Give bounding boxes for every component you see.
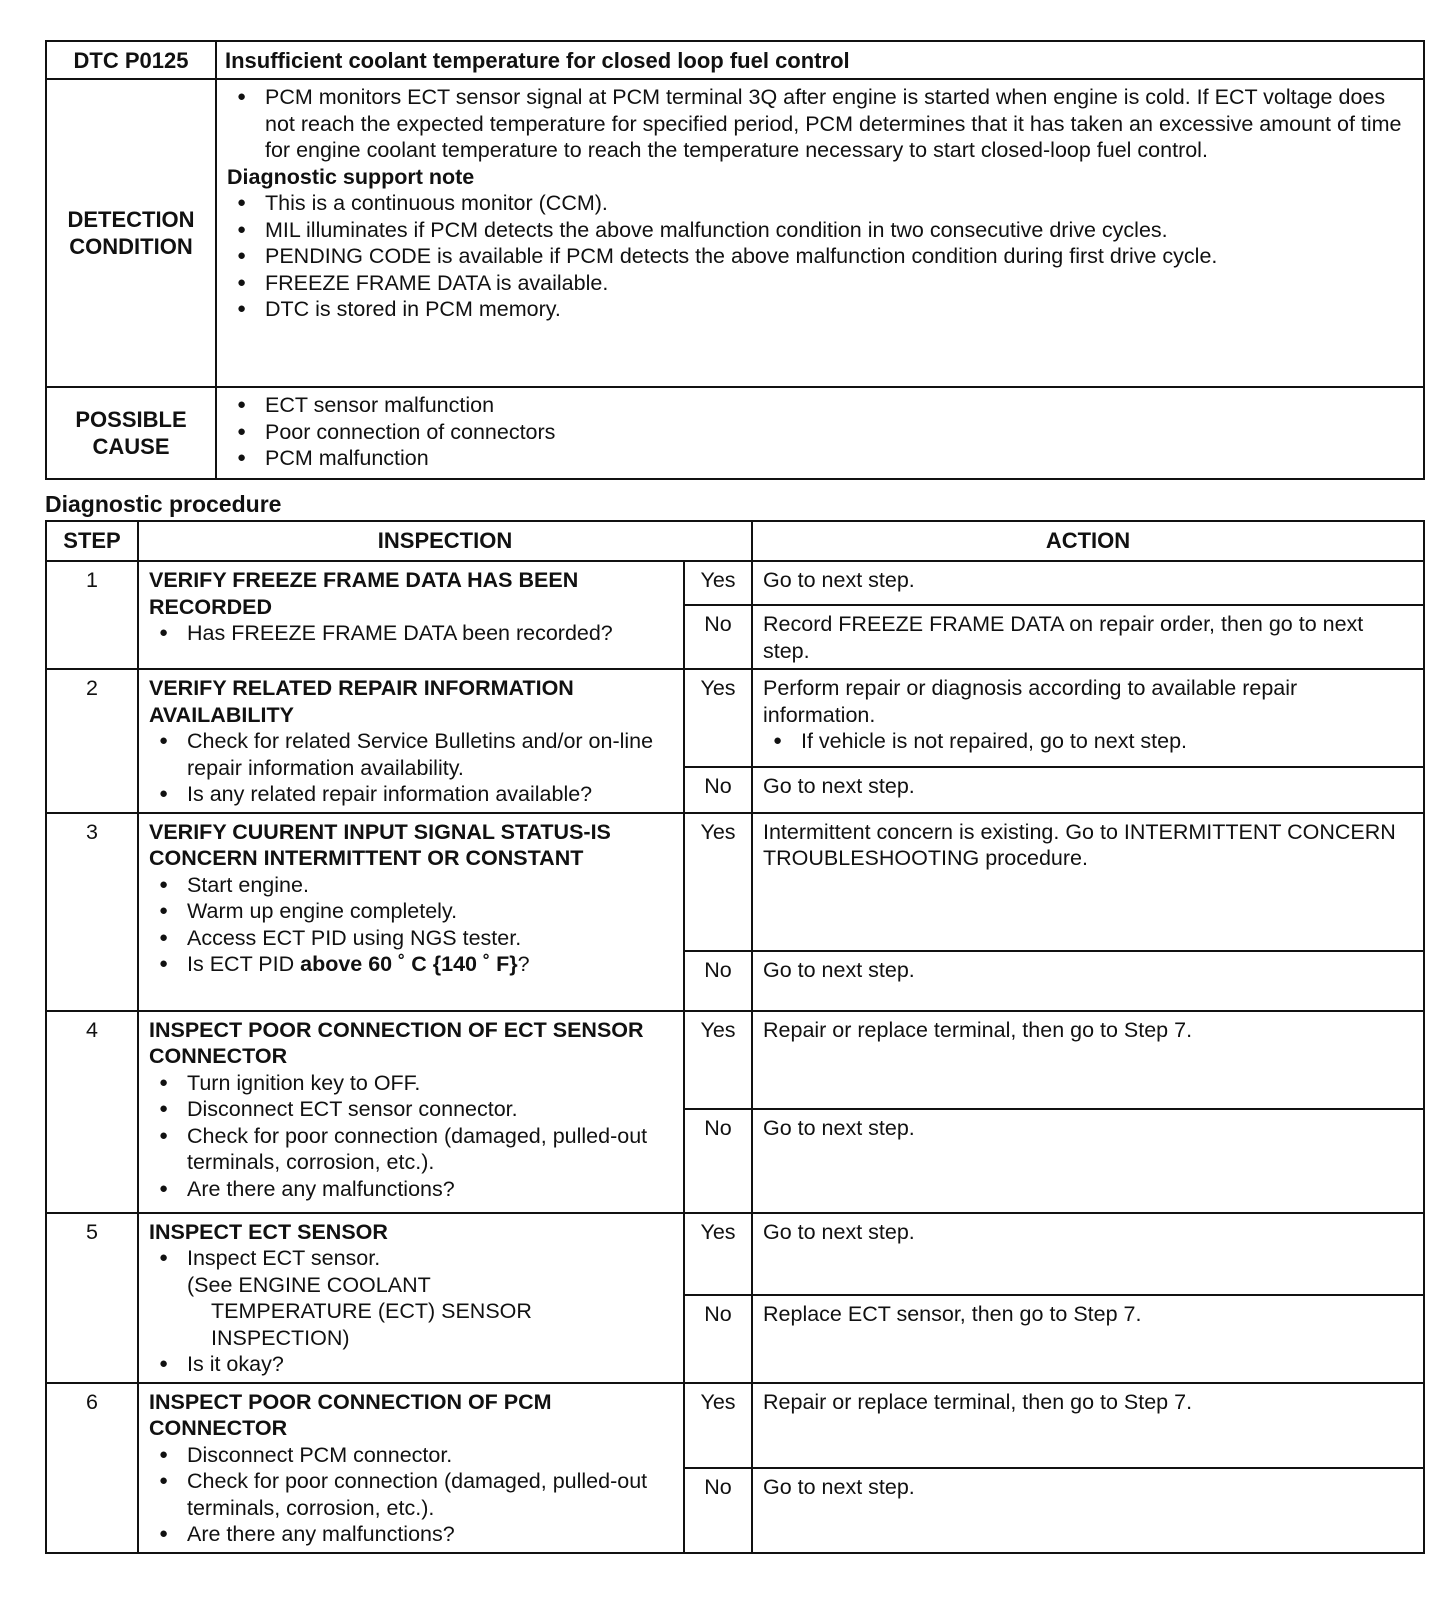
step-heading: INSPECT POOR CONNECTION OF PCM CONNECTOR — [149, 1389, 552, 1440]
step-inspection — [138, 561, 684, 669]
step-item: ● Is any related repair information available? — [149, 781, 675, 808]
step-item: ● Has FREEZE FRAME DATA been recorded? — [149, 620, 675, 647]
step-number: 6 — [46, 1383, 138, 1553]
step-item-list — [149, 728, 675, 808]
yes-action: Repair or replace terminal, then go to Step 7. — [752, 1383, 1424, 1468]
no-action: Replace ECT sensor, then go to Step 7. — [752, 1295, 1424, 1383]
step-item — [149, 951, 675, 978]
yes-action-text: Perform repair or diagnosis according to available repair information. — [763, 676, 1298, 727]
diagnostic-procedure-title: Diagnostic procedure — [45, 491, 282, 517]
step-item-threshold: above 60 ˚ C {140 ˚ F} — [300, 952, 518, 976]
step-item: ● Warm up engine completely. — [149, 898, 675, 925]
step-item: ● Check for poor connection (damaged, pulled-out terminals, corrosion, etc.). — [149, 1123, 675, 1176]
step-inspection — [138, 1383, 684, 1553]
step-number: 4 — [46, 1011, 138, 1213]
see-reference-line1: (See ENGINE COOLANT — [187, 1272, 431, 1297]
step-inspection — [138, 669, 684, 813]
dtc-title: Insufficient coolant temperature for closed loop fuel control — [216, 41, 1424, 79]
possible-cause-content — [216, 387, 1424, 479]
yes-action: Intermittent concern is existing. Go to INTERMITTENT CONCERN TROUBLESHOOTING procedure. — [752, 813, 1424, 951]
step-row — [46, 1011, 1424, 1109]
step-row — [46, 669, 1424, 767]
step-number: 1 — [46, 561, 138, 669]
yes-action — [752, 669, 1424, 767]
step-inspection — [138, 1011, 684, 1213]
see-reference-line2: TEMPERATURE (ECT) SENSOR — [211, 1299, 532, 1323]
step-item: ● Are there any malfunctions? — [149, 1521, 675, 1548]
yes-action-subitem: ● If vehicle is not repaired, go to next step. — [763, 728, 1415, 755]
step-item-list — [149, 1442, 675, 1548]
yes-label: Yes — [684, 813, 752, 951]
yes-action: Repair or replace terminal, then go to Step 7. — [752, 1011, 1424, 1109]
no-action: Go to next step. — [752, 767, 1424, 812]
procedure-header-row — [46, 521, 1424, 561]
step-heading: VERIFY FREEZE FRAME DATA HAS BEEN RECORDED — [149, 568, 579, 619]
support-note-list — [227, 190, 1415, 323]
step-heading: VERIFY CUURENT INPUT SIGNAL STATUS-IS CONCERN INTERMITTENT OR CONSTANT — [149, 819, 611, 870]
detection-condition-label — [46, 79, 216, 387]
step-item: ● Disconnect ECT sensor connector. — [149, 1096, 675, 1123]
detection-label-line2: CONDITION — [69, 234, 193, 259]
step-number: 3 — [46, 813, 138, 1011]
detection-main-item: ● PCM monitors ECT sensor signal at PCM terminal 3Q after engine is started when engine is cold. If ECT voltage does not reach the expected temperature for specified period, PCM determines that it has taken an excessive amount of time for engine coolant temperature to reach the temperature necessary to start closed-loop fuel control. — [227, 84, 1415, 164]
support-note-item: ● MIL illuminates if PCM detects the above malfunction condition in two consecutive drive cycles. — [227, 217, 1415, 244]
yes-label: Yes — [684, 1383, 752, 1468]
step-item: ● Check for poor connection (damaged, pulled-out terminals, corrosion, etc.). — [149, 1468, 675, 1521]
no-label: No — [684, 767, 752, 812]
detection-main-list — [227, 84, 1415, 164]
step-item-list — [149, 1351, 675, 1378]
step-item-list — [149, 620, 675, 647]
no-action: Record FREEZE FRAME DATA on repair order, then go to next step. — [752, 605, 1424, 669]
step-heading: INSPECT ECT SENSOR — [149, 1219, 388, 1244]
yes-action: Go to next step. — [752, 1213, 1424, 1295]
step-item-list — [149, 1245, 675, 1272]
cause-item: ● Poor connection of connectors — [227, 419, 1415, 446]
step-item: ● Start engine. — [149, 872, 675, 899]
cause-label-line2: CAUSE — [92, 434, 170, 459]
step-number: 5 — [46, 1213, 138, 1383]
yes-label: Yes — [684, 1011, 752, 1109]
see-reference-line3: INSPECTION) — [211, 1325, 350, 1350]
no-action: Go to next step. — [752, 951, 1424, 1011]
step-item: ● Disconnect PCM connector. — [149, 1442, 675, 1469]
yes-action: Go to next step. — [752, 561, 1424, 605]
no-action: Go to next step. — [752, 1109, 1424, 1213]
no-label: No — [684, 1109, 752, 1213]
dtc-title-row — [46, 41, 1424, 79]
cause-item: ● PCM malfunction — [227, 445, 1415, 472]
step-item: ● Turn ignition key to OFF. — [149, 1070, 675, 1097]
support-note-item: ● DTC is stored in PCM memory. — [227, 296, 1415, 323]
step-item: ● Access ECT PID using NGS tester. — [149, 925, 675, 952]
step-item: ● Inspect ECT sensor. — [149, 1245, 675, 1272]
step-number: 2 — [46, 669, 138, 813]
step-row — [46, 1383, 1424, 1468]
step-row — [46, 561, 1424, 605]
step-row — [46, 813, 1424, 951]
step-item: ● Is it okay? — [149, 1351, 675, 1378]
header-action: ACTION — [752, 521, 1424, 561]
support-note-item: ● PENDING CODE is available if PCM detects the above malfunction condition during first drive cycle. — [227, 243, 1415, 270]
detection-condition-content — [216, 79, 1424, 387]
yes-label: Yes — [684, 1213, 752, 1295]
step-heading: VERIFY RELATED REPAIR INFORMATION AVAILABILITY — [149, 676, 574, 727]
support-note-heading: Diagnostic support note — [227, 164, 475, 189]
step-item-list — [149, 872, 675, 978]
dtc-code: DTC P0125 — [46, 41, 216, 79]
header-step: STEP — [46, 521, 138, 561]
diagnostic-procedure-table — [45, 520, 1425, 1554]
step-item-suffix: ? — [517, 952, 530, 976]
yes-action-sublist — [763, 728, 1415, 755]
step-row — [46, 1213, 1424, 1295]
support-note-item: ● FREEZE FRAME DATA is available. — [227, 270, 1415, 297]
no-label: No — [684, 1295, 752, 1383]
possible-cause-row — [46, 387, 1424, 479]
step-item: ● Are there any malfunctions? — [149, 1176, 675, 1203]
no-label: No — [684, 951, 752, 1011]
step-item-prefix: Is ECT PID — [187, 952, 301, 976]
yes-label: Yes — [684, 561, 752, 605]
header-inspection: INSPECTION — [138, 521, 752, 561]
step-item-list — [149, 1070, 675, 1203]
cause-item: ● ECT sensor malfunction — [227, 392, 1415, 419]
detection-condition-row — [46, 79, 1424, 387]
possible-cause-label — [46, 387, 216, 479]
cause-label-line1: POSSIBLE — [75, 407, 187, 432]
step-item: ● Check for related Service Bulletins and/or on-line repair information availability. — [149, 728, 675, 781]
no-label: No — [684, 605, 752, 669]
step-heading: INSPECT POOR CONNECTION OF ECT SENSOR CONNECTOR — [149, 1017, 644, 1068]
step-inspection — [138, 813, 684, 1011]
support-note-item: ● This is a continuous monitor (CCM). — [227, 190, 1415, 217]
no-label: No — [684, 1468, 752, 1553]
no-action: Go to next step. — [752, 1468, 1424, 1553]
step-inspection — [138, 1213, 684, 1383]
detection-label-line1: DETECTION — [67, 207, 195, 232]
yes-label: Yes — [684, 669, 752, 767]
dtc-info-table — [45, 40, 1425, 480]
cause-list — [227, 392, 1415, 472]
